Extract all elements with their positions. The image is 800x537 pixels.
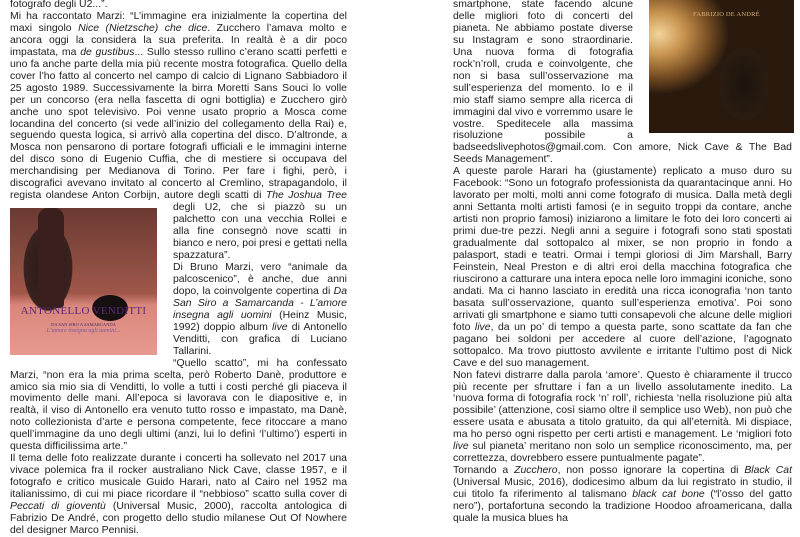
italic-text: Da San Siro a Samarcanda - L’amore insegna agli uomini bbox=[173, 285, 347, 321]
album-cover-venditti bbox=[10, 208, 157, 355]
italic-text: black cat bone bbox=[632, 489, 705, 501]
text-segment: (Universal Music, 2016), dodicesimo album da lui registrato in studio, il cui titolo fa riferimento al talismano bbox=[453, 477, 792, 501]
text-segment: di Antonello Venditti, con grafica di Luciano Tallarini. bbox=[173, 321, 347, 357]
cover-title: FABRIZIO DE ANDRÉ bbox=[693, 11, 760, 18]
text-segment: (Universal Music, 2000), raccolta antologica di Fabrizio De André, con progetto dello studio milanese Out Of Nowhere del designer Marco Pennisi. bbox=[10, 501, 347, 536]
cover-subtitle: DA SAN SIRO A SAMARCANDA bbox=[51, 322, 116, 327]
cover-tagline: L’amore insegna agli uomini... bbox=[46, 328, 121, 334]
paragraph bbox=[453, 370, 792, 466]
text-segment: smartphone, state facendo alcune delle migliori foto di concerti del pianeta. Ne abbiamo postate diverse su Instagram e sono straordinarie. Una nuova forma di fotografia rock’n’roll, cruda e coinvolgente, che non si basa sull’osservazione ma sull’esperienza del momento. Io e il mio staff siamo sempre alla ricerca di immagini dal vivo e vorremmo usare le vostre. Speditecele alla massima risoluzione possibile a badseedslivephotos@gmail.com. Con amore, Nick Cave & The Bad Seeds Management”. bbox=[453, 0, 792, 166]
text-segment: sul pianeta’ meritano non solo un semplice riconoscimento, ma, per correttezza, dovrebbero essere puntualmente pagate”. bbox=[453, 441, 792, 465]
text-segment: Non fatevi distrarre dalla parola ‘amore’. Questo è chiaramente il trucco più recente per sfruttare i fan a un livello assolutamente inedito. La ‘nuova forma di fotografia rock ‘n’ roll’, richiesta ‘nella risoluzione più alta possibile’ (attenzione, così siamo oltre il semplice uso Web), non può che essere usata e abusata a titolo gratuito, da qui all’eternità. Mi dispiace, ma ho perso ogni rispetto per certi artisti e management. Le ‘migliori foto bbox=[453, 369, 792, 441]
text-segment: degli U2, che si piazzò su un palchetto con una vecchia Rollei e alla fine consegnò nove scatti in bianco e nero, poi presi e gettati nella spazzatura”. bbox=[173, 202, 347, 262]
italic-text: live bbox=[453, 441, 469, 453]
text-segment: , da un po’ di tempo a questa parte, sono scattate da fan che pagano bei soldoni per accedere al cuore dell’azione, l’agognato sottopalco. Ma trovo piuttosto avvilente e irritante l’ultimo post di Nick Cave e del suo management. bbox=[453, 321, 792, 369]
italic-text: live bbox=[474, 321, 491, 333]
paragraph bbox=[10, 453, 347, 537]
text-segment: A queste parole Harari ha (giustamente) replicato a muso duro su Facebook: “Sono un fotografo professionista da quarantacinque anni. Ho lavorato per molti, molti anni come fotografo di musica. Dalla metà degli anni Settanta molti artisti famosi (e in seguito troppi da contare, anche artisti non proprio famosi) iniziarono a limitare le foto dei loro concerti ai primi due-tre pezzi. Negli anni a seguire i fotografi sono stati spostati gradualmente dal sottopalco al mixer, se non proprio in fondo a palasport, stadi e teatri. Ormai i tempi gloriosi di Jim Marshall, Barry Feinstein, Neal Preston e di altri eroi della macchina fotografica che riuscirono a catturare una intera epoca nelle loro immagini iconiche, sono andati. Ma ci hanno lasciato in eredità una ricca iconografia ‘non tanto basata sull’osservazione, quanto sull’esperienza emotiva’. Poi sono arrivati gli smartphone e siamo tutti consapevoli che alcune delle migliori foto bbox=[453, 166, 792, 333]
italic-text: The Joshua Tree bbox=[265, 190, 347, 202]
album-cover-de-andre bbox=[649, 0, 794, 133]
left-column bbox=[10, 0, 347, 537]
text-segment: Di Bruno Marzi, vero “animale da palcoscenico”, è anche, due anni dopo, la coinvolgente copertina di bbox=[173, 261, 347, 297]
text-segment: Tornando a bbox=[453, 465, 515, 477]
text-segment: fotografo degli U2...”. bbox=[10, 0, 108, 10]
text-segment: , non posso ignorare la copertina di bbox=[557, 465, 745, 477]
italic-text: de gustibus bbox=[80, 46, 135, 58]
right-column bbox=[453, 0, 792, 525]
text-segment: Il tema delle foto realizzate durante i concerti ha sollevato nel 2017 una vivace polemica fra il rocker australiano Nick Cave, classe 1957, e il fotografo e critico musicale Guido Harari, nato al Cairo nel 1952 ma italianissimo, di cui mi piace ricordare il “nebbioso” scatto sulla cover di bbox=[10, 453, 347, 501]
cover-title: ANTONELLO VENDITTI bbox=[20, 305, 147, 317]
italic-text: Black Cat bbox=[744, 465, 792, 477]
paragraph bbox=[453, 166, 792, 369]
italic-text: Nice (Nietzsche) che dice bbox=[78, 22, 208, 34]
paragraph bbox=[453, 465, 792, 525]
text-segment: ... Sullo stesso rullino c’erano scatti perfetti e uno fa anche parte della mia più recente mostra fotografica. Quello della cover l’ho fatto al concerto nel campo di calcio di Lignano Sabbiadoro il 25 agosto 1989. Successivamente la birra Moretti Sans Souci lo volle per un concorso (era nella fascetta di ogni bottiglia) e Zucchero girò anche uno spot televisivo. Poi venne usato proprio a Mosca come locandina del concerto (si vede all’inizio del collegamento della Rai) e, seguendo questa logica, si arrivò alla copertina del disco. D’altronde, a Mosca non pensarono di portare fotografi ufficiali e le immagini interne del disco sono di Eugenio Cuffia, che di mestiere si occupava del merchandising per Medianova di Torino. Per fare i fighi, però, i discografici avevano invitato al concerto al Cremlino, strapagandolo, il regista olandese Anton Corbijn, autore degli scatti di bbox=[10, 46, 348, 202]
paragraph bbox=[10, 0, 347, 11]
text-segment: (Heinz Music, 1992) doppio album bbox=[173, 309, 347, 333]
paragraph bbox=[10, 358, 347, 454]
italic-text: Zucchero bbox=[514, 465, 558, 477]
text-segment: “Quello scatto”, mi ha confessato Marzi, “non era la mia prima scelta, però Roberto Danè, produttore e amico sia mio sia di Venditti, lo volle a tutti i costi perché gli piaceva il movimento delle mani. All’epoca si lavorava con le diapositive e, in realtà, il viso di Antonello era venuto tutto rosso e impastato, ma Danè, noto collezionista d’arte e persona competente, fece ritoccare a mano quell’immagine da uno degli ultimi (anzi, lui lo definì ‘l’ultimo’) esperti in questa difficilissima arte.” bbox=[10, 357, 347, 453]
text-segment: . Zucchero l’amava molto e ancora oggi la considera la sua preferita. In realtà è a dir poco impastata, ma bbox=[10, 22, 347, 58]
performer-figure bbox=[38, 208, 64, 308]
italic-text: Peccati di gioventù bbox=[10, 501, 106, 513]
text-segment: Mi ha raccontato Marzi: “L’immagine era inizialmente la copertina del maxi singolo bbox=[10, 10, 347, 34]
italic-text: live bbox=[271, 321, 288, 333]
text-segment: (“l’osso del gatto nero”), portafortuna secondo la tradizione Hoodoo afroamericana, dalla quale la musica blues ha bbox=[453, 489, 793, 524]
